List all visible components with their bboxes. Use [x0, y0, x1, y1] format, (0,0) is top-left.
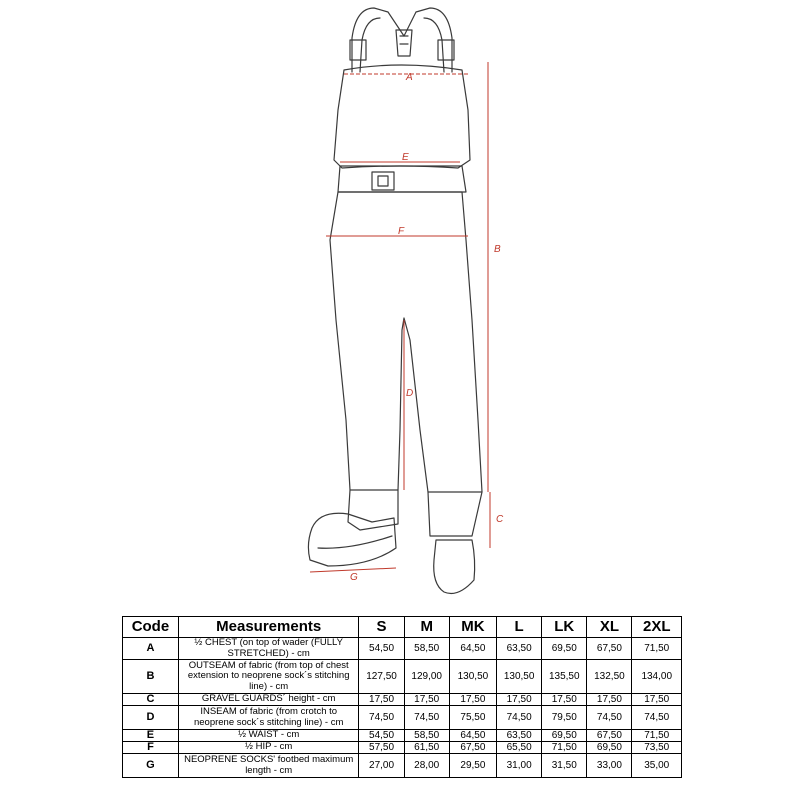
- row-measurement: GRAVEL GUARDS´ height - cm: [178, 694, 359, 706]
- header-size-m: M: [404, 617, 449, 638]
- row-measurement: OUTSEAM of fabric (from top of chest extension to neoprene sock´s stitching line) - cm: [178, 660, 359, 694]
- left-boot: [308, 513, 396, 566]
- value-cell: 71,50: [542, 742, 587, 754]
- row-code: C: [123, 694, 179, 706]
- row-code: B: [123, 660, 179, 694]
- value-cell: 17,50: [404, 694, 449, 706]
- row-measurement: INSEAM of fabric (from crotch to neoprene sock´s stitching line) - cm: [178, 706, 359, 730]
- label-a: A: [406, 72, 413, 83]
- value-cell: 28,00: [404, 754, 449, 778]
- value-cell: 71,50: [632, 638, 682, 660]
- value-cell: 74,50: [632, 706, 682, 730]
- measurement-lines: [310, 62, 490, 572]
- value-cell: 17,50: [359, 694, 404, 706]
- value-cell: 67,50: [587, 638, 632, 660]
- value-cell: 67,50: [587, 730, 632, 742]
- value-cell: 17,50: [497, 694, 542, 706]
- value-cell: 64,50: [449, 638, 496, 660]
- table-row: [123, 742, 682, 754]
- table-row: [123, 754, 682, 778]
- table-row: [123, 694, 682, 706]
- header-size-l: L: [497, 617, 542, 638]
- value-cell: 130,50: [497, 660, 542, 694]
- value-cell: 29,50: [449, 754, 496, 778]
- value-cell: 74,50: [404, 706, 449, 730]
- strap-clips: [350, 40, 454, 60]
- value-cell: 63,50: [497, 638, 542, 660]
- header-size-mk: MK: [449, 617, 496, 638]
- value-cell: 130,50: [449, 660, 496, 694]
- header-size-s: S: [359, 617, 404, 638]
- label-f: F: [398, 226, 405, 237]
- label-d: D: [406, 388, 414, 399]
- value-cell: 132,50: [587, 660, 632, 694]
- value-cell: 69,50: [542, 730, 587, 742]
- row-code: F: [123, 742, 179, 754]
- value-cell: 69,50: [542, 638, 587, 660]
- right-gravel-guard: [428, 492, 482, 536]
- header-measurements: Measurements: [178, 617, 359, 638]
- row-code: G: [123, 754, 179, 778]
- row-code: E: [123, 730, 179, 742]
- value-cell: 54,50: [359, 638, 404, 660]
- belt: [338, 166, 466, 192]
- value-cell: 134,00: [632, 660, 682, 694]
- value-cell: 17,50: [587, 694, 632, 706]
- value-cell: 33,00: [587, 754, 632, 778]
- header-code: Code: [123, 617, 179, 638]
- measurement-labels: [350, 72, 504, 583]
- value-cell: 75,50: [449, 706, 496, 730]
- belt-buckle: [372, 172, 394, 190]
- size-table: [122, 616, 682, 778]
- value-cell: 69,50: [587, 742, 632, 754]
- table-header-row: [123, 617, 682, 638]
- table-row: [123, 730, 682, 742]
- value-cell: 135,50: [542, 660, 587, 694]
- table-row: [123, 706, 682, 730]
- value-cell: 17,50: [449, 694, 496, 706]
- row-measurement: ½ WAIST - cm: [178, 730, 359, 742]
- header-size-lk: LK: [542, 617, 587, 638]
- table-row: [123, 638, 682, 660]
- value-cell: 31,00: [497, 754, 542, 778]
- right-boot: [434, 540, 475, 594]
- row-code: D: [123, 706, 179, 730]
- label-g: G: [350, 572, 358, 583]
- value-cell: 35,00: [632, 754, 682, 778]
- value-cell: 61,50: [404, 742, 449, 754]
- value-cell: 17,50: [542, 694, 587, 706]
- value-cell: 67,50: [449, 742, 496, 754]
- value-cell: 127,50: [359, 660, 404, 694]
- row-measurement: ½ CHEST (on top of wader (FULLY STRETCHED) - cm: [178, 638, 359, 660]
- strap-buckle: [396, 30, 412, 56]
- value-cell: 63,50: [497, 730, 542, 742]
- value-cell: 129,00: [404, 660, 449, 694]
- value-cell: 74,50: [587, 706, 632, 730]
- value-cell: 27,00: [359, 754, 404, 778]
- value-cell: 54,50: [359, 730, 404, 742]
- value-cell: 58,50: [404, 730, 449, 742]
- row-code: A: [123, 638, 179, 660]
- row-measurement: ½ HIP - cm: [178, 742, 359, 754]
- value-cell: 31,50: [542, 754, 587, 778]
- value-cell: 73,50: [632, 742, 682, 754]
- header-size-xl: XL: [587, 617, 632, 638]
- value-cell: 17,50: [632, 694, 682, 706]
- value-cell: 64,50: [449, 730, 496, 742]
- wader-outline: [308, 8, 482, 594]
- value-cell: 74,50: [359, 706, 404, 730]
- hip-body: [330, 192, 482, 492]
- header-size-2xl: 2XL: [632, 617, 682, 638]
- value-cell: 57,50: [359, 742, 404, 754]
- value-cell: 74,50: [497, 706, 542, 730]
- row-measurement: NEOPRENE SOCKS' footbed maximum length - cm: [178, 754, 359, 778]
- table-row: [123, 660, 682, 694]
- label-c: C: [496, 514, 504, 525]
- label-b: B: [494, 244, 501, 255]
- left-gravel-guard: [348, 490, 398, 530]
- value-cell: 79,50: [542, 706, 587, 730]
- value-cell: 71,50: [632, 730, 682, 742]
- label-e: E: [402, 152, 409, 163]
- value-cell: 65,50: [497, 742, 542, 754]
- value-cell: 58,50: [404, 638, 449, 660]
